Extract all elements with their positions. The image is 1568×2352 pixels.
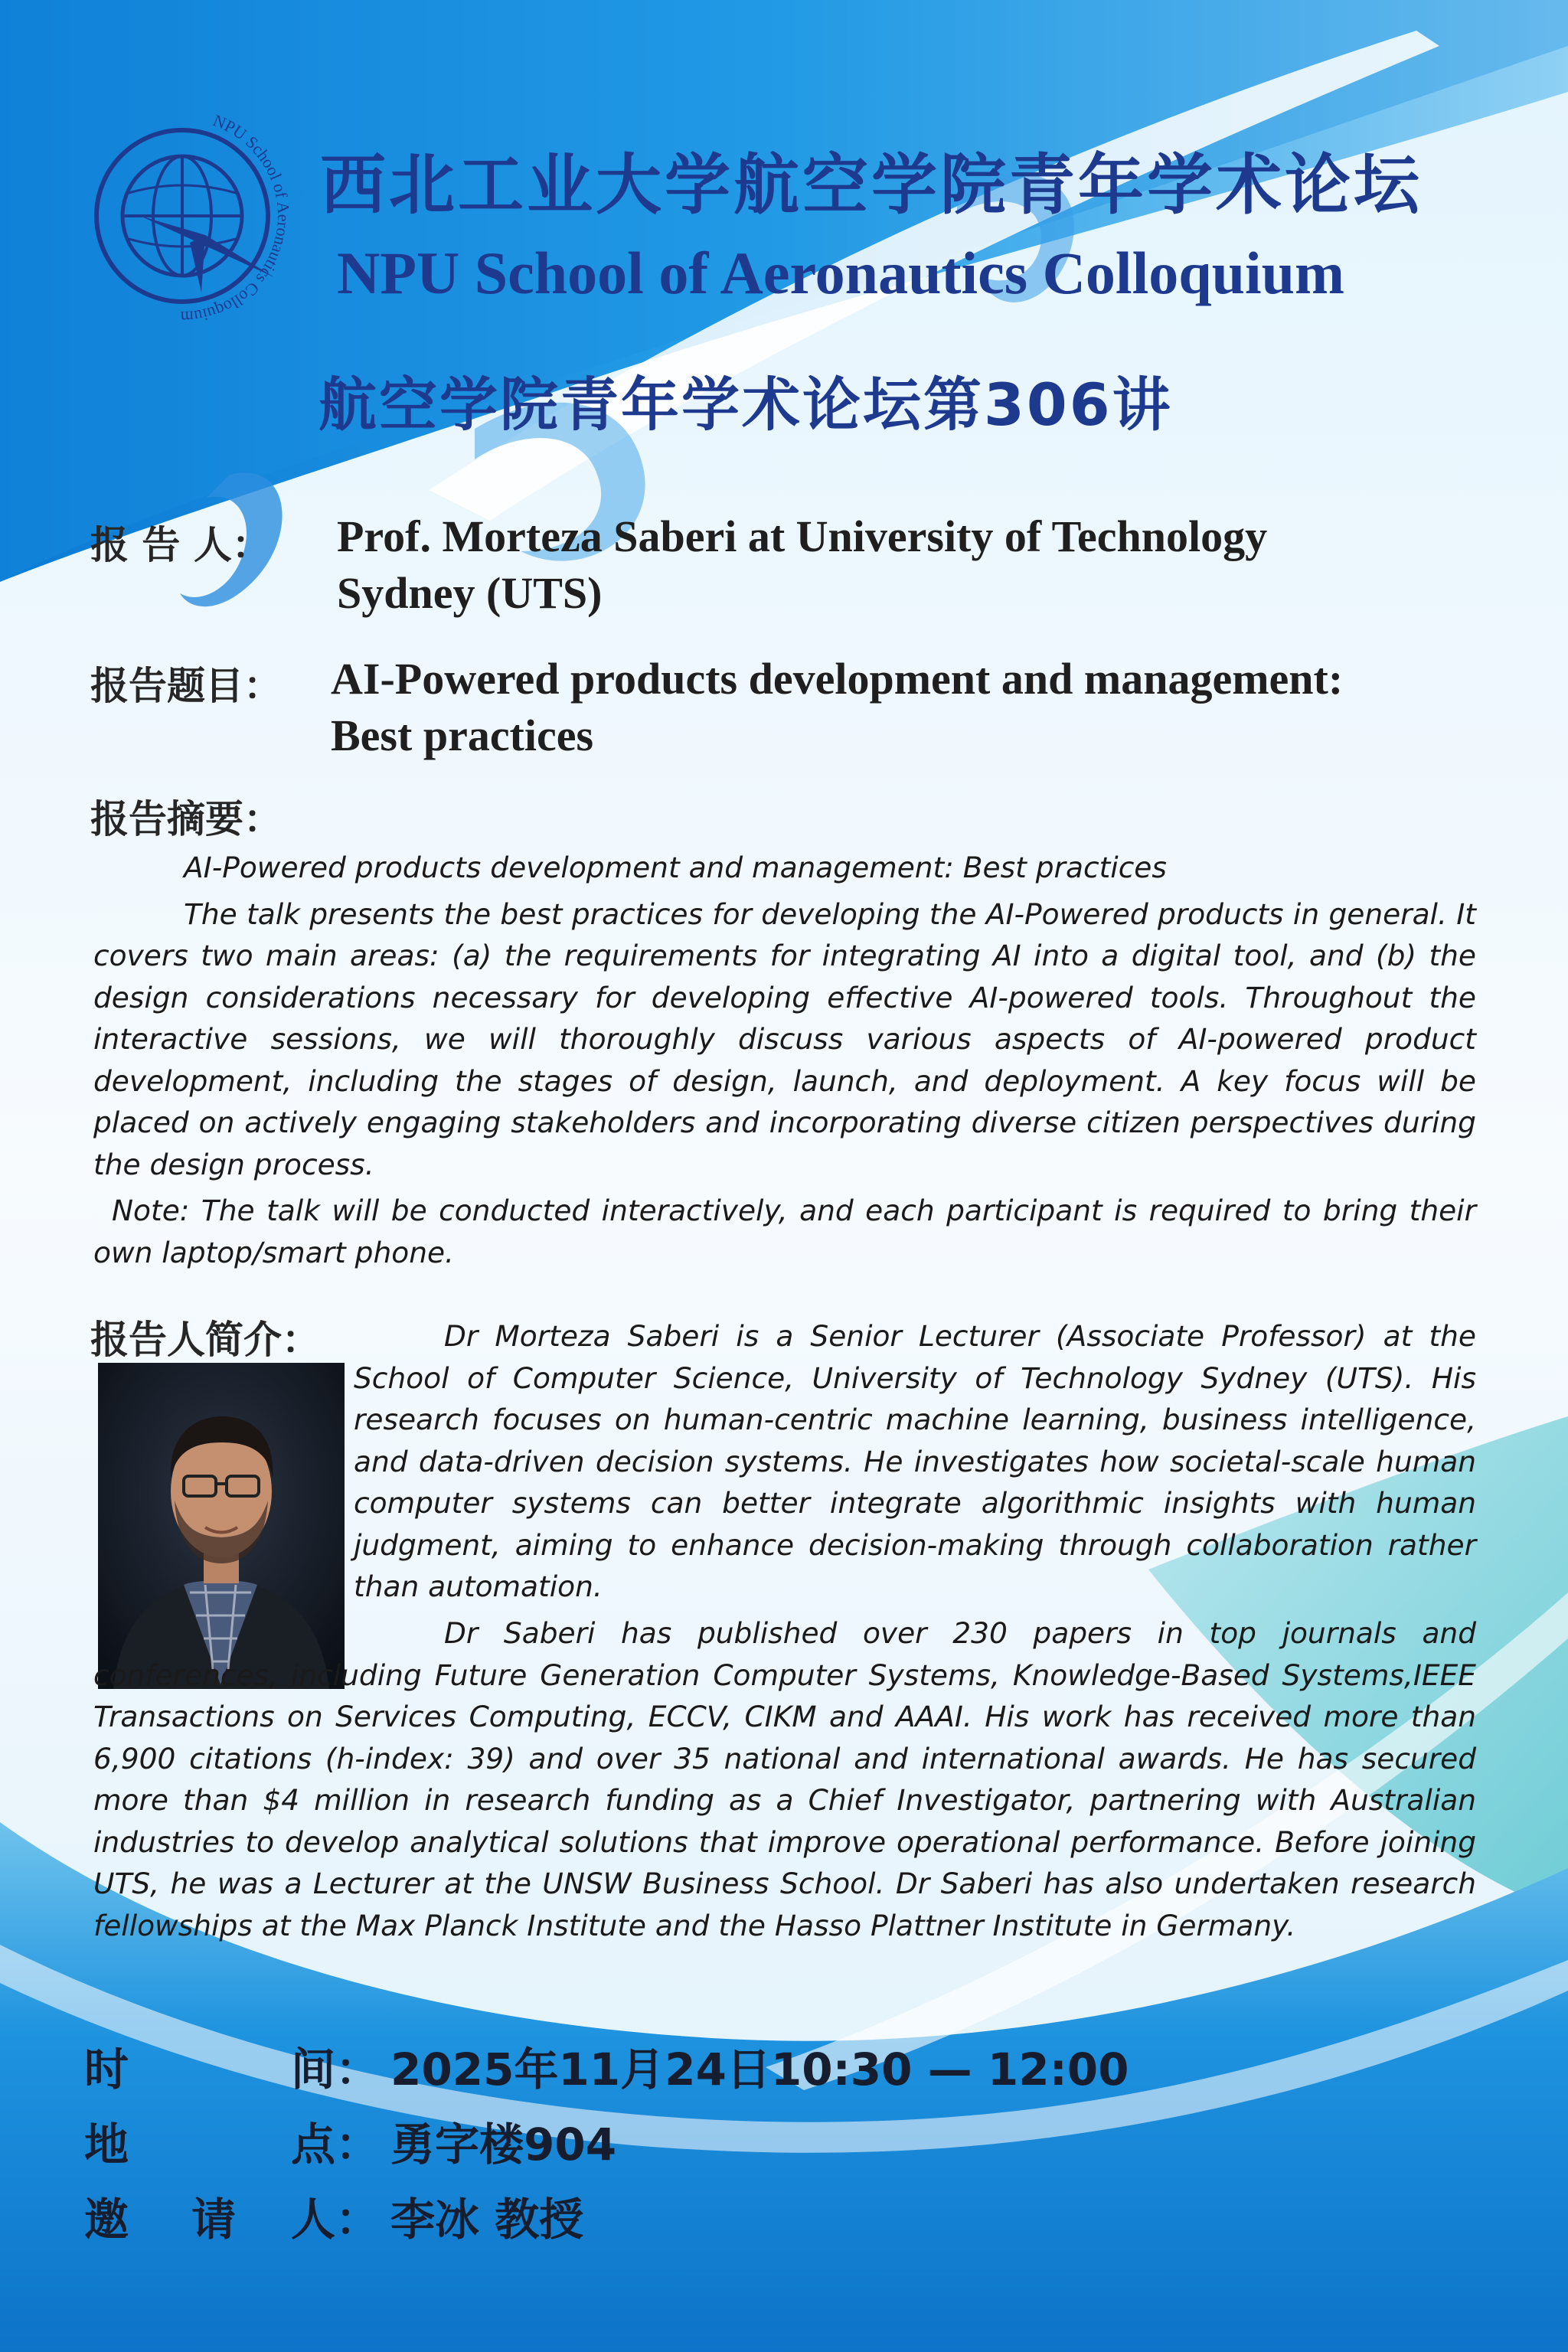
place-value: 勇字楼904 [390, 2118, 617, 2171]
info-place [84, 2109, 1309, 2170]
time-label-char-2: 间： [291, 2043, 381, 2096]
bio-lower [93, 1612, 1476, 1946]
host-label-char-3: 人： [291, 2194, 381, 2246]
abstract-title-line: AI-Powered products development and management: Best practices [184, 851, 1167, 884]
place-label-char-1: 地 [84, 2118, 129, 2171]
speaker-label: 报 告 人： [90, 523, 270, 567]
lecture-number-title: 航空学院青年学术论坛第306讲 [318, 371, 1173, 439]
info-time [84, 2034, 1309, 2095]
topic-line-1: AI-Powered products development and management: [331, 654, 1344, 704]
time-value: 2025年11月24日10:30 — 12:00 [390, 2043, 1129, 2096]
abstract-paragraph: The talk presents the best practices for developing the AI-Powered products in general. It covers two main areas: (a) the requirements for integrating AI into a digital tool, and (b) the design considerations necessary for developing effective AI-powered tools. Throughout the interactive sessions, we will thoroughly discuss various aspects of AI-powered product development, including the stages of design, launch, and deployment. A key focus will be placed on actively engaging stakeholders and incorporating diverse citizen perspectives during the design process. [93, 897, 1476, 1181]
host-label-char-1: 邀 [84, 2194, 129, 2246]
bio-upper [354, 1315, 1476, 1608]
speaker-line-1: Prof. Morteza Saberi at University of Technology [337, 511, 1268, 561]
bio-paragraph-1: Dr Morteza Saberi is a Senior Lecturer (Associate Professor) at the School of Computer Science, University of Technology Sydney (UTS). His research focuses on human-centric machine learning, business intelligence, and data-driven decision systems. He investigates how societal-scale human computer systems can better integrate algorithmic insights with human judgment, aiming to enhance decision-making through collaboration rather than automation. [354, 1319, 1476, 1603]
topic-line-2: Best practices [331, 710, 594, 760]
speaker-name [337, 508, 1516, 622]
info-host [84, 2184, 1309, 2245]
speaker-line-2: Sydney (UTS) [337, 568, 603, 618]
abstract-note: Note: The talk will be conducted interactively, and each participant is required to bring their own laptop/smart phone. [93, 1194, 1476, 1269]
svg-text:NPU School of Aeronautics Coll [180, 110, 293, 327]
abstract-label: 报告摘要： [90, 797, 282, 841]
host-value: 李冰 教授 [390, 2194, 584, 2246]
title-chinese: 西北工业大学航空学院青年学术论坛 [320, 147, 1423, 224]
time-label-char-1: 时 [84, 2043, 129, 2096]
logo-ring-text: NPU School of Aeronautics Colloquium [180, 110, 294, 328]
topic-label: 报告题目： [90, 664, 282, 708]
bio-paragraph-2: Dr Saberi has published over 230 papers in top journals and conferences, including Future Generation Computer Systems, Knowledge-Based Systems,IEEE Transactions on Services Computing, ECCV, CIKM and AAAI. His work has received more than 6,900 citations (h-index: 39) and over 35 national and international awards. He has secured more than $4 million in research funding as a Chief Investigator, partnering with Australian industries to develop analytical solutions that improve operational performance. Before joining UTS, he was a Lecturer at the UNSW Business School. Dr Saberi has also undertaken research fellowships at the Max Planck Institute and the Hasso Plattner Institute in Germany. [93, 1616, 1476, 1942]
host-label-char-2: 请 [191, 2194, 237, 2246]
topic-title [331, 651, 1525, 764]
bio-label: 报告人简介： [90, 1318, 320, 1362]
title-english: NPU School of Aeronautics Colloquium [337, 240, 1345, 306]
abstract-body [93, 847, 1476, 1273]
place-label-char-2: 点： [291, 2118, 381, 2171]
colloquium-logo [67, 101, 297, 331]
